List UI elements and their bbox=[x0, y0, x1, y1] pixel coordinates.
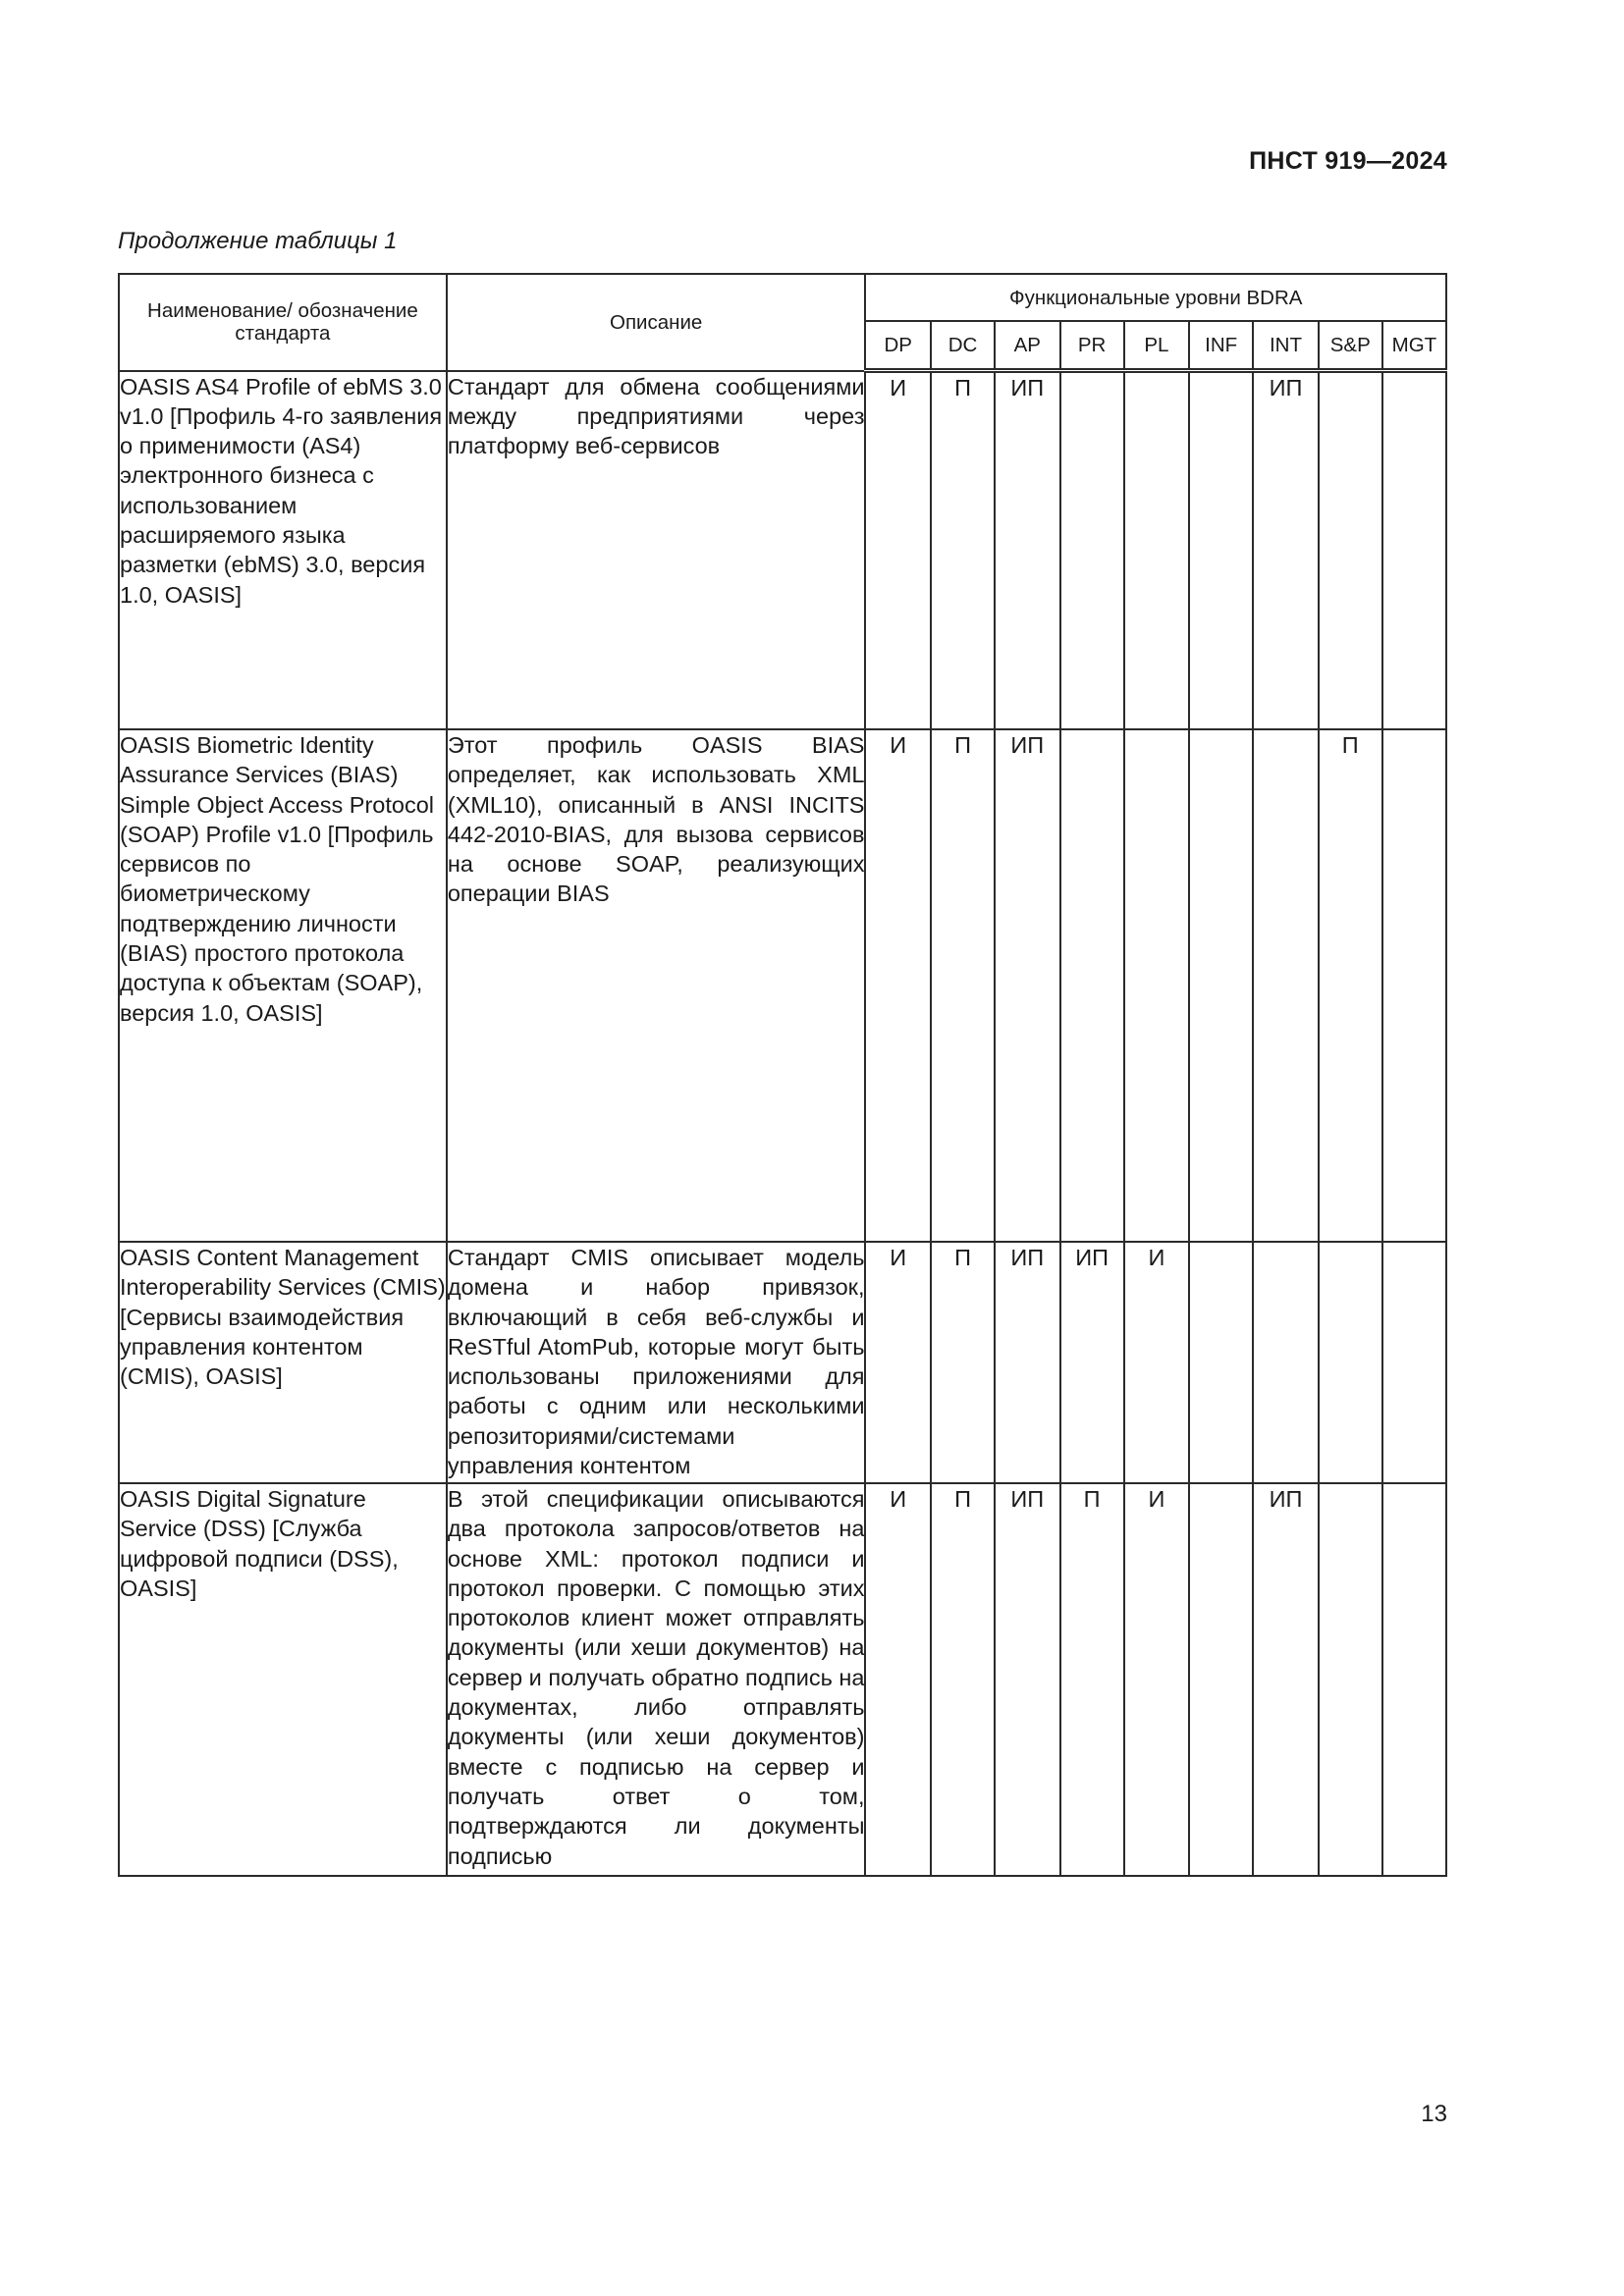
level-cell bbox=[1319, 1483, 1382, 1876]
level-header-pl: PL bbox=[1124, 321, 1189, 371]
level-cell: ИП bbox=[1253, 1483, 1318, 1876]
level-header-pr: PR bbox=[1060, 321, 1124, 371]
standard-description: Стандарт для обмена сообщениями между предприятиями через платформу веб-сервисов bbox=[447, 371, 866, 730]
level-cell bbox=[1382, 729, 1446, 1242]
level-cell: П bbox=[1319, 729, 1382, 1242]
level-cell: И bbox=[865, 371, 930, 730]
level-cell: И bbox=[1124, 1242, 1189, 1483]
level-header-inf: INF bbox=[1189, 321, 1253, 371]
level-header-int: INT bbox=[1253, 321, 1318, 371]
level-cell: И bbox=[865, 729, 930, 1242]
standard-name: OASIS Content Management Interoperability Services (CMIS) [Сервисы взаимодействия управления контентом (CMIS), OASIS] bbox=[119, 1242, 447, 1483]
level-header-sp: S&P bbox=[1319, 321, 1382, 371]
level-header-dc: DC bbox=[931, 321, 995, 371]
level-cell bbox=[1253, 729, 1318, 1242]
page-number: 13 bbox=[1421, 2101, 1447, 2127]
level-cell: ИП bbox=[995, 729, 1059, 1242]
document-code: ПНСТ 919—2024 bbox=[1249, 147, 1447, 175]
level-cell: П bbox=[1060, 1483, 1124, 1876]
level-cell bbox=[1382, 371, 1446, 730]
level-cell: П bbox=[931, 1483, 995, 1876]
table-row bbox=[119, 371, 1446, 730]
table-row bbox=[119, 729, 1446, 1242]
level-cell bbox=[1319, 371, 1382, 730]
level-header-mgt: MGT bbox=[1382, 321, 1446, 371]
column-header-levels: Функциональные уровни BDRA bbox=[865, 274, 1446, 321]
level-cell: И bbox=[865, 1242, 930, 1483]
standards-table bbox=[118, 273, 1447, 1877]
level-cell: И bbox=[1124, 1483, 1189, 1876]
standard-description: В этой спецификации описываются два протокола запросов/ответов на основе XML: протокол подписи и протокол проверки. С помощью этих протоколов клиент может отправлять документы (или хеши документов) на сервер и получать обратно подпись на документах, либо отправлять документы (или хеши документов) вместе с подписью на сервер и получать ответ о том, подтверждаются ли документы подписью bbox=[447, 1483, 866, 1876]
column-header-name: Наименование/ обозначение стандарта bbox=[119, 274, 447, 371]
level-cell: ИП bbox=[1253, 371, 1318, 730]
level-cell bbox=[1253, 1242, 1318, 1483]
level-cell: И bbox=[865, 1483, 930, 1876]
level-header-ap: AP bbox=[995, 321, 1059, 371]
standard-name: OASIS Biometric Identity Assurance Services (BIAS) Simple Object Access Protocol (SOAP) Profile v1.0 [Профиль сервисов по биометрическому подтверждению личности (BIAS) простого протокола доступа к объектам (SOAP), версия 1.0, OASIS] bbox=[119, 729, 447, 1242]
level-cell: П bbox=[931, 371, 995, 730]
level-cell: ИП bbox=[995, 371, 1059, 730]
level-header-dp: DP bbox=[865, 321, 930, 371]
level-cell bbox=[1060, 729, 1124, 1242]
level-cell bbox=[1060, 371, 1124, 730]
level-cell bbox=[1189, 371, 1253, 730]
table-caption: Продолжение таблицы 1 bbox=[118, 228, 398, 254]
level-cell bbox=[1124, 371, 1189, 730]
level-cell: ИП bbox=[995, 1242, 1059, 1483]
level-cell bbox=[1189, 1483, 1253, 1876]
level-cell bbox=[1319, 1242, 1382, 1483]
level-cell bbox=[1382, 1242, 1446, 1483]
table-row bbox=[119, 1483, 1446, 1876]
level-cell bbox=[1124, 729, 1189, 1242]
level-cell: ИП bbox=[1060, 1242, 1124, 1483]
table-row bbox=[119, 1242, 1446, 1483]
standard-description: Стандарт CMIS описывает модель домена и набор привязок, включающий в себя веб-службы и ReSTful AtomPub, которые могут быть использованы приложениями для работы с одним или несколькими репозиториями/системами управления контентом bbox=[447, 1242, 866, 1483]
level-cell bbox=[1189, 729, 1253, 1242]
standard-name: OASIS AS4 Profile of ebMS 3.0 v1.0 [Профиль 4-го заявления о применимости (AS4) электронного бизнеса с использованием расширяемого языка разметки (ebMS) 3.0, версия 1.0, OASIS] bbox=[119, 371, 447, 730]
level-cell bbox=[1189, 1242, 1253, 1483]
standard-name: OASIS Digital Signature Service (DSS) [Служба цифровой подписи (DSS), OASIS] bbox=[119, 1483, 447, 1876]
level-cell bbox=[1382, 1483, 1446, 1876]
level-cell: П bbox=[931, 729, 995, 1242]
level-cell: П bbox=[931, 1242, 995, 1483]
level-cell: ИП bbox=[995, 1483, 1059, 1876]
column-header-description: Описание bbox=[447, 274, 866, 371]
standard-description: Этот профиль OASIS BIAS определяет, как использовать XML (XML10), описанный в ANSI INCITS 442-2010-BIAS, для вызова сервисов на основе SOAP, реализующих операции BIAS bbox=[447, 729, 866, 1242]
